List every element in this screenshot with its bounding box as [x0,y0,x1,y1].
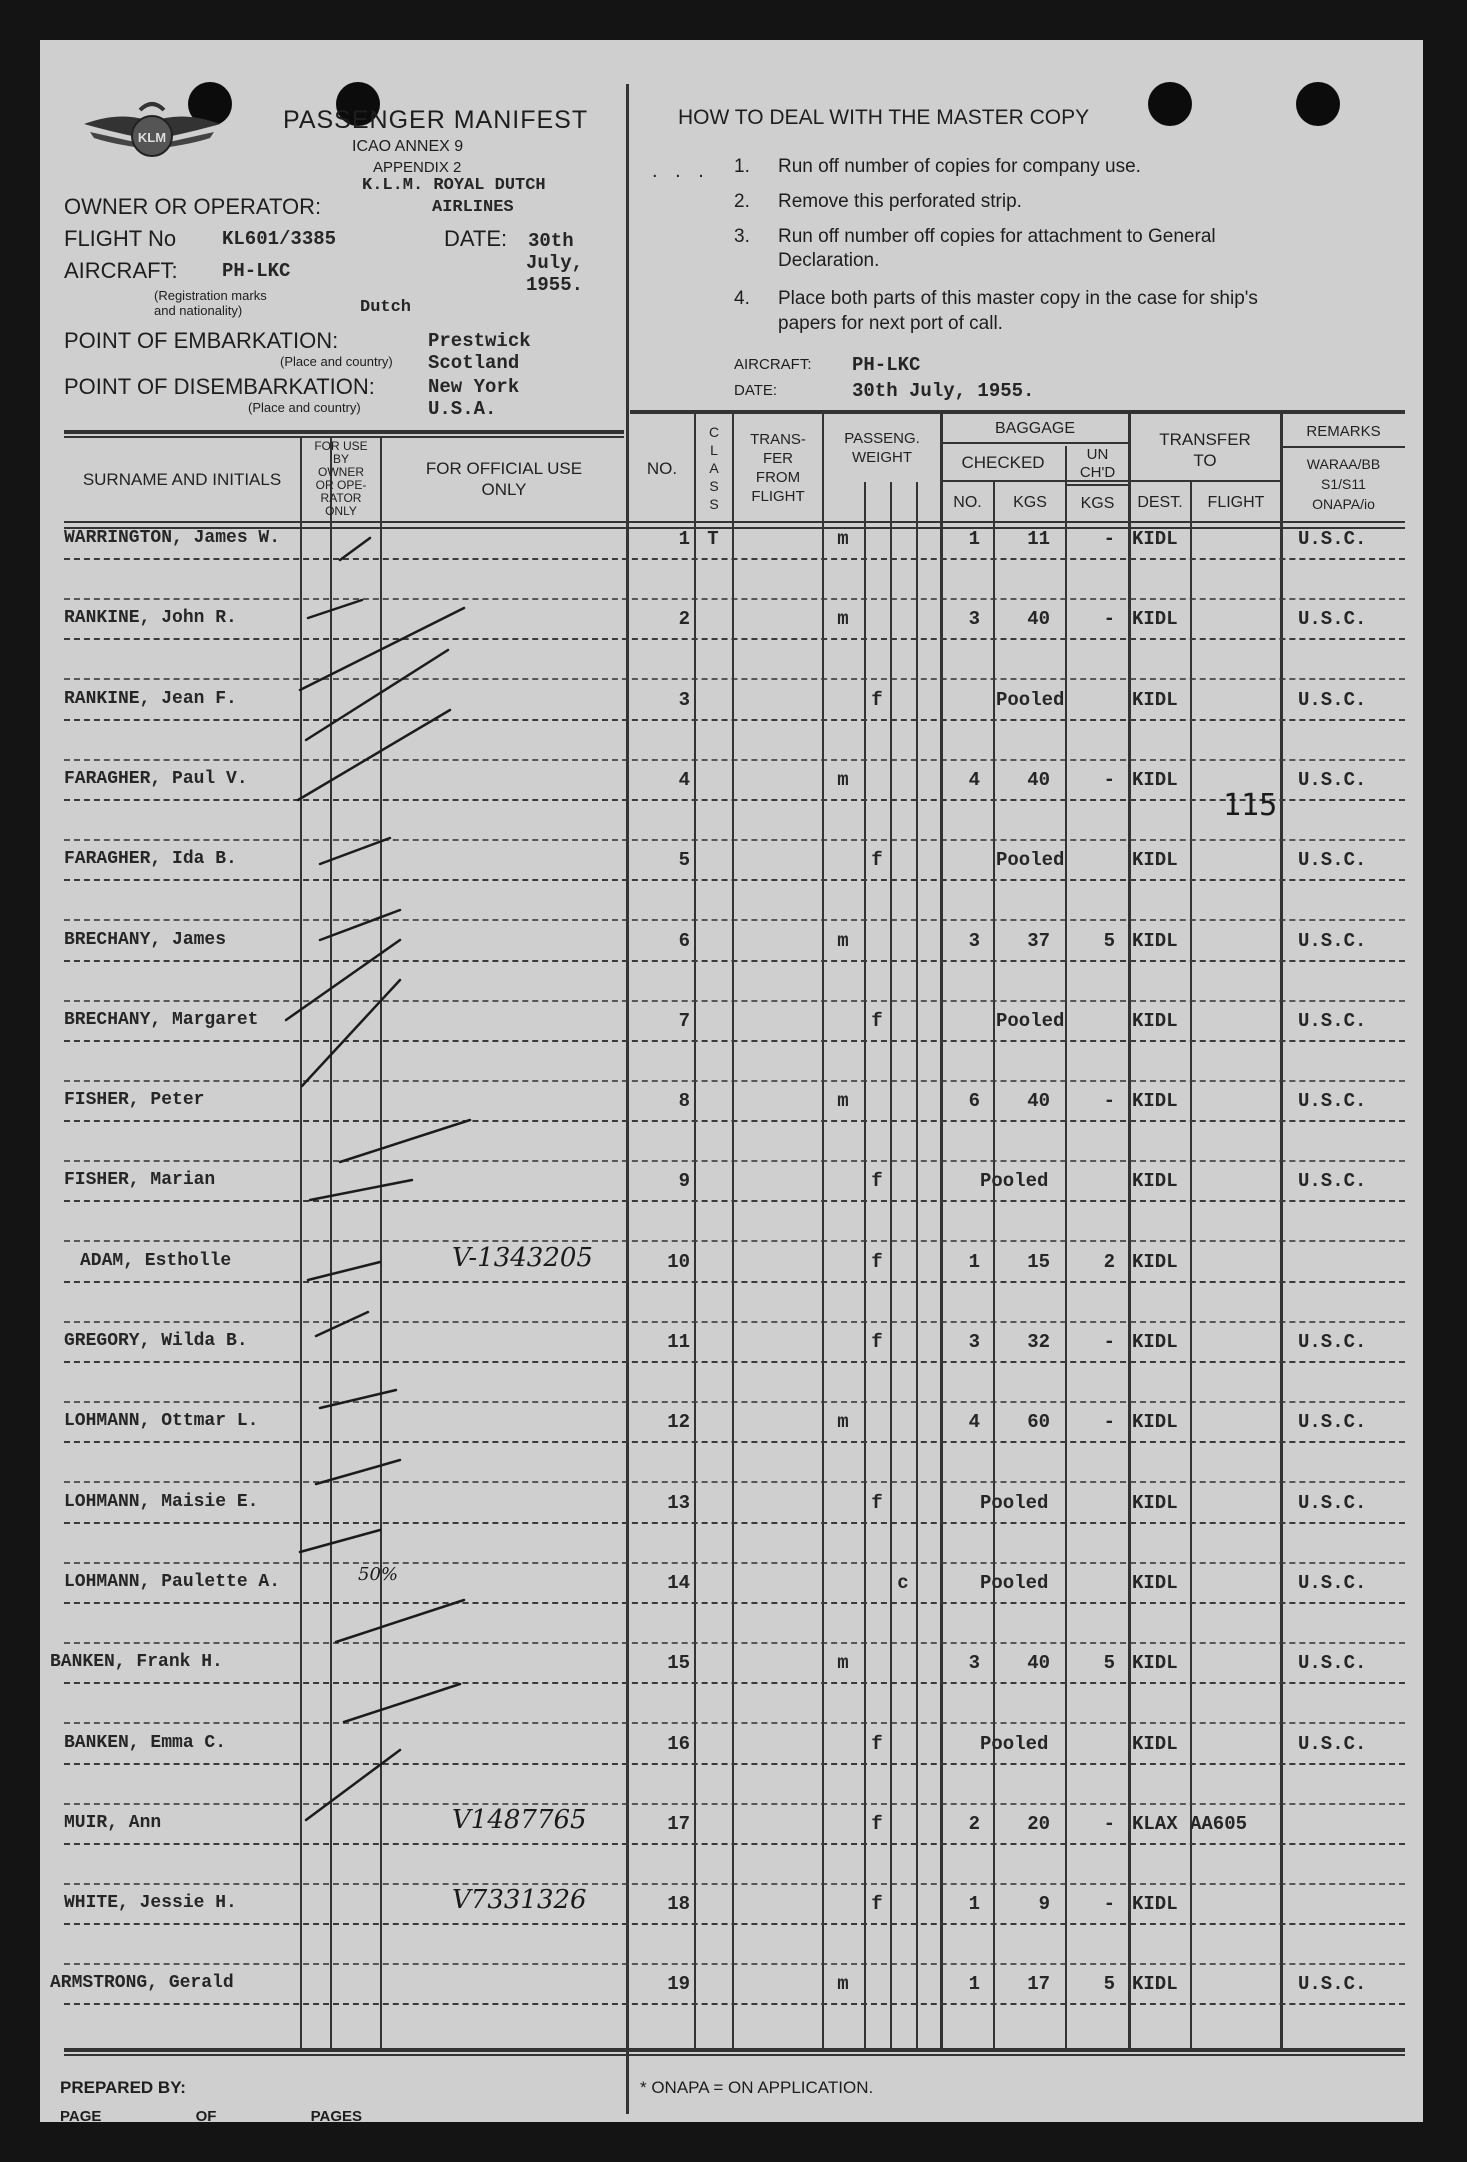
pen-tick [320,838,390,864]
instruction-num: 1. [734,156,750,177]
col-checked: CHECKED [961,452,1045,472]
row-bag-no: 2 [968,1812,980,1835]
row-remarks: U.S.C. [1298,1170,1367,1193]
row-no: 7 [678,1009,690,1032]
row-weight-f: f [871,1491,883,1514]
row-passenger-name: ADAM, Estholle [80,1250,232,1271]
row-passenger-name: LOHMANN, Paulette A. [64,1571,281,1592]
col-passeng-weight-line: PASSENG. [844,430,920,447]
col-unchd-line: UN [1086,446,1109,463]
pen-tick [344,1684,460,1722]
row-passenger-name: WHITE, Jessie H. [64,1893,237,1914]
manifest-title: PASSENGER MANIFEST [283,106,589,134]
row-dest: KIDL [1132,849,1178,872]
pen-tick [306,1750,400,1820]
row-weight-c: c [897,1571,909,1594]
disembarkation-label: POINT OF DISEMBARKATION: [64,374,375,399]
row-weight-f: f [871,1812,883,1835]
col-transfer-to-line: TRANSFER [1159,430,1251,449]
col-remarks: REMARKS [1306,422,1381,440]
pen-tick [308,1262,380,1280]
registration-note: (Registration marks [154,288,267,303]
instruction-num: 2. [734,191,750,212]
row-dest: KLAX [1132,1812,1178,1835]
row-weight-m: m [837,929,849,952]
margin-note: 115 [1223,788,1278,823]
icao-annex: ICAO ANNEX 9 [352,138,464,155]
row-dest: KIDL [1132,1732,1178,1755]
row-baggage-pooled: Pooled [996,688,1065,711]
col-class-letter: L [710,442,718,458]
row-unchd-kgs: - [1103,1411,1115,1434]
owner-value: K.L.M. ROYAL DUTCH [362,176,546,195]
row-passenger-name: LOHMANN, Ottmar L. [64,1411,259,1432]
row-unchd-kgs: 5 [1103,1652,1115,1675]
row-dest: KIDL [1132,929,1178,952]
row-no: 6 [678,929,690,952]
row-no: 17 [667,1812,690,1835]
row-no: 4 [678,768,690,791]
owner-label: OWNER OR OPERATOR: [64,194,322,219]
row-passenger-name: FISHER, Marian [64,1170,216,1191]
row-baggage-pooled: Pooled [980,1170,1049,1193]
col-transfer-from-line: FROM [755,469,801,486]
col-official-line: ONLY [481,480,527,499]
row-bag-kgs: 40 [1027,1652,1050,1675]
row-unchd-kgs: 2 [1103,1250,1115,1273]
col-class-letter: A [709,460,719,476]
row-weight-m: m [837,528,849,550]
pen-tick [308,600,362,618]
pen-tick [336,1600,464,1642]
row-dest: KIDL [1132,1170,1178,1193]
perforation-dots: . . . [652,160,710,182]
col-transfer-from-line: FLIGHT [751,488,805,505]
row-no: 19 [667,1973,690,1996]
embarkation-value: Scotland [428,352,520,374]
instruction-text: Run off number off copies for attachment to General [778,226,1216,247]
row-handwritten-note: 50% [358,1563,399,1585]
col-owner-use-line: OWNER [318,465,364,479]
footer-of-label: OF [195,2108,217,2122]
appendix: APPENDIX 2 [373,159,462,176]
row-passenger-name: BANKEN, Emma C. [64,1732,227,1753]
pen-tick [316,1312,368,1336]
row-bag-no: 4 [968,1411,980,1434]
row-remarks: U.S.C. [1298,1973,1367,1996]
footer-pages-label: PAGES [310,2108,362,2122]
row-remarks: U.S.C. [1298,1571,1367,1594]
instructions-title: HOW TO DEAL WITH THE MASTER COPY [678,106,1090,129]
row-no: 10 [667,1250,690,1273]
col-class-letter: C [708,424,720,440]
col-owner-use-line: OR OPE- [315,478,367,492]
row-bag-no: 4 [968,768,980,791]
row-passenger-name: BRECHANY, Margaret [64,1009,259,1030]
row-baggage-pooled: Pooled [996,849,1065,872]
col-unchd-kgs: KGS [1080,494,1115,512]
pen-tick [300,608,464,690]
row-unchd-kgs: - [1103,1812,1115,1835]
copy-date-label: DATE: [734,382,778,399]
row-unchd-kgs: - [1103,528,1115,550]
manifest-page [40,40,1423,2122]
instruction-num: 4. [734,288,750,309]
flight-value: KL601/3385 [222,228,337,250]
footer-divider [64,2054,1405,2056]
col-surname: SURNAME AND INITIALS [82,469,282,489]
row-passenger-name: WARRINGTON, James W. [64,528,281,548]
pen-tick [340,1120,470,1162]
row-remarks: U.S.C. [1298,849,1367,872]
row-remarks: U.S.C. [1298,1331,1367,1353]
instruction-num: 3. [734,226,750,247]
col-unchd-line: CH'D [1079,464,1116,481]
row-bag-kgs: 20 [1027,1812,1050,1835]
row-weight-f: f [871,1009,883,1032]
instruction-text: Place both parts of this master copy in the case for ship's [778,288,1258,309]
row-baggage-pooled: Pooled [980,1732,1049,1755]
col-owner-use-line: ONLY [325,504,357,518]
instruction-text: Declaration. [778,250,880,271]
date-value: 1955. [526,274,584,296]
row-handwritten-note: V1487765 [452,1804,587,1835]
row-flight: AA605 [1190,1812,1248,1835]
nationality-value: Dutch [360,298,412,317]
aircraft-label: AIRCRAFT: [64,258,178,283]
owner-value: AIRLINES [432,198,514,217]
row-no: 2 [678,608,690,631]
row-passenger-name: BANKEN, Frank H. [50,1652,223,1673]
row-passenger-name: LOHMANN, Maisie E. [64,1491,259,1512]
col-remarks-line: S1/S11 [1321,476,1366,492]
row-bag-no: 3 [968,608,980,631]
disembarkation-value: New York [428,376,520,398]
row-no: 13 [667,1491,690,1514]
row-bag-no: 1 [968,528,980,550]
row-dest: KIDL [1132,1973,1178,1996]
row-remarks: U.S.C. [1298,768,1367,791]
row-weight-m: m [837,1411,849,1434]
row-bag-kgs: 40 [1027,768,1050,791]
row-remarks: U.S.C. [1298,1411,1367,1434]
col-transfer-to-line: TO [1193,451,1217,470]
pen-tick [306,650,448,740]
row-passenger-name: GREGORY, Wilda B. [64,1331,248,1351]
row-dest: KIDL [1132,1009,1178,1032]
row-passenger-name: RANKINE, Jean F. [64,688,237,709]
row-bag-no: 6 [968,1090,980,1113]
row-weight-f: f [871,1893,883,1916]
row-unchd-kgs: - [1103,1331,1115,1353]
pen-tick [320,910,400,940]
row-no: 14 [667,1571,690,1594]
row-unchd-kgs: 5 [1103,929,1115,952]
footer-divider [64,2048,1405,2052]
footer-page-label: PAGE [60,2108,102,2122]
row-dest: KIDL [1132,608,1178,631]
pen-tick [286,940,400,1020]
row-baggage-pooled: Pooled [980,1571,1049,1594]
row-dest: KIDL [1132,1652,1178,1675]
copy-date-value: 30th July, 1955. [852,380,1035,402]
row-bag-kgs: 15 [1027,1250,1050,1273]
prepared-by: PREPARED BY: [60,2078,186,2097]
instruction-text: papers for next port of call. [778,313,1003,334]
svg-text:KLM: KLM [137,130,167,145]
row-passenger-name: RANKINE, John R. [64,608,237,629]
row-remarks: U.S.C. [1298,608,1367,631]
row-no: 3 [678,688,690,711]
row-bag-no: 3 [968,1331,980,1353]
pen-tick [302,980,400,1086]
row-unchd-kgs: - [1103,608,1115,631]
col-owner-use-line: RATOR [320,491,362,505]
date-label: DATE: [444,226,508,251]
instruction-text: Run off number of copies for company use. [778,156,1141,177]
row-bag-no: 3 [968,1652,980,1675]
embarkation-value: Prestwick [428,330,531,352]
row-weight-m: m [837,1652,849,1675]
col-class-letter: S [709,496,719,512]
row-bag-kgs: 11 [1027,528,1050,550]
row-bag-kgs: 9 [1038,1893,1050,1916]
col-official-line: FOR OFFICIAL USE [425,459,583,478]
row-weight-f: f [871,1250,883,1273]
row-passenger-name: FARAGHER, Ida B. [64,849,237,870]
copy-aircraft-value: PH-LKC [852,354,921,376]
row-bag-no: 1 [968,1250,980,1273]
row-passenger-name: BRECHANY, James [64,929,227,950]
row-no: 1 [678,528,690,550]
col-remarks-line: ONAPA/io [1312,496,1375,512]
row-dest: KIDL [1132,1411,1178,1434]
row-handwritten-note: V7331326 [452,1885,587,1916]
place-country-note: (Place and country) [280,354,393,369]
row-weight-m: m [837,768,849,791]
row-no: 5 [678,849,690,872]
row-remarks: U.S.C. [1298,528,1367,550]
col-transfer-from-line: FER [763,450,793,467]
row-no: 11 [667,1331,690,1353]
pen-tick-marks [40,40,1423,2122]
row-weight-m: m [837,608,849,631]
row-weight-f: f [871,688,883,711]
row-remarks: U.S.C. [1298,929,1367,952]
row-weight-m: m [837,1090,849,1113]
flight-label: FLIGHT No [64,226,177,251]
pen-tick [320,1390,396,1408]
row-dest: KIDL [1132,768,1178,791]
row-passenger-name: MUIR, Ann [64,1812,162,1833]
col-transfer-from-line: TRANS- [750,431,806,448]
col-owner-use-line: FOR USE [314,439,368,453]
row-bag-kgs: 17 [1027,1973,1050,1996]
row-passenger-name: FISHER, Peter [64,1090,205,1111]
row-no: 8 [678,1090,690,1113]
row-passenger-name: FARAGHER, Paul V. [64,768,248,789]
col-no: NO. [646,458,678,478]
disembarkation-value: U.S.A. [428,398,497,420]
row-dest: KIDL [1132,1571,1178,1594]
col-class-letter: S [709,478,719,494]
embarkation-label: POINT OF EMBARKATION: [64,328,339,353]
row-unchd-kgs: 5 [1103,1973,1115,1996]
col-bag-no: NO. [953,493,982,511]
row-remarks: U.S.C. [1298,1491,1367,1514]
pen-tick [310,1180,412,1200]
row-weight-m: m [837,1973,849,1996]
aircraft-value: PH-LKC [222,260,291,282]
footer-onapa-note: * ONAPA = ON APPLICATION. [640,2078,874,2097]
row-bag-kgs: 37 [1027,929,1050,952]
row-baggage-pooled: Pooled [980,1491,1049,1514]
row-remarks: U.S.C. [1298,1732,1367,1755]
row-no: 9 [678,1170,690,1193]
row-baggage-pooled: Pooled [996,1009,1065,1032]
row-no: 15 [667,1652,690,1675]
date-value: 30th [528,230,574,252]
col-dest: DEST. [1137,493,1183,511]
registration-note: and nationality) [154,303,243,318]
pen-tick [316,1460,400,1484]
pen-tick [340,538,370,560]
row-remarks: U.S.C. [1298,1090,1367,1113]
row-dest: KIDL [1132,528,1178,550]
row-dest: KIDL [1132,1090,1178,1113]
col-baggage: BAGGAGE [994,419,1076,437]
col-flight: FLIGHT [1207,493,1265,511]
row-remarks: U.S.C. [1298,1652,1367,1675]
row-class: T [707,528,719,550]
row-bag-kgs: 60 [1027,1411,1050,1434]
row-remarks: U.S.C. [1298,1009,1367,1032]
row-bag-kgs: 40 [1027,1090,1050,1113]
row-unchd-kgs: - [1103,768,1115,791]
row-no: 16 [667,1732,690,1755]
row-weight-f: f [871,849,883,872]
copy-aircraft-label: AIRCRAFT: [734,356,812,373]
col-remarks-line: WARAA/BB [1306,456,1381,472]
row-dest: KIDL [1132,1491,1178,1514]
row-no: 18 [667,1893,690,1916]
row-bag-kgs: 40 [1027,608,1050,631]
row-dest: KIDL [1132,1893,1178,1916]
instruction-text: Remove this perforated strip. [778,191,1022,212]
row-bag-no: 3 [968,929,980,952]
col-owner-use-line: BY [332,452,349,466]
col-bag-kgs: KGS [1013,493,1047,511]
row-bag-no: 1 [968,1893,980,1916]
row-dest: KIDL [1132,1331,1178,1353]
row-bag-no: 1 [968,1973,980,1996]
row-dest: KIDL [1132,688,1178,711]
row-unchd-kgs: - [1103,1090,1115,1113]
row-bag-kgs: 32 [1027,1331,1050,1353]
row-handwritten-note: V-1343205 [452,1242,593,1273]
row-no: 12 [667,1411,690,1434]
row-weight-f: f [871,1170,883,1193]
footer-page [60,2108,362,2122]
pen-tick [300,1530,380,1552]
pen-tick [298,710,450,800]
row-weight-f: f [871,1331,883,1353]
col-passeng-weight-line: WEIGHT [852,449,912,466]
date-value: July, [526,252,584,274]
row-dest: KIDL [1132,1250,1178,1273]
row-weight-f: f [871,1732,883,1755]
place-country-note: (Place and country) [248,400,361,415]
row-unchd-kgs: - [1103,1893,1115,1916]
row-passenger-name: ARMSTRONG, Gerald [50,1973,234,1994]
row-remarks: U.S.C. [1298,688,1367,711]
